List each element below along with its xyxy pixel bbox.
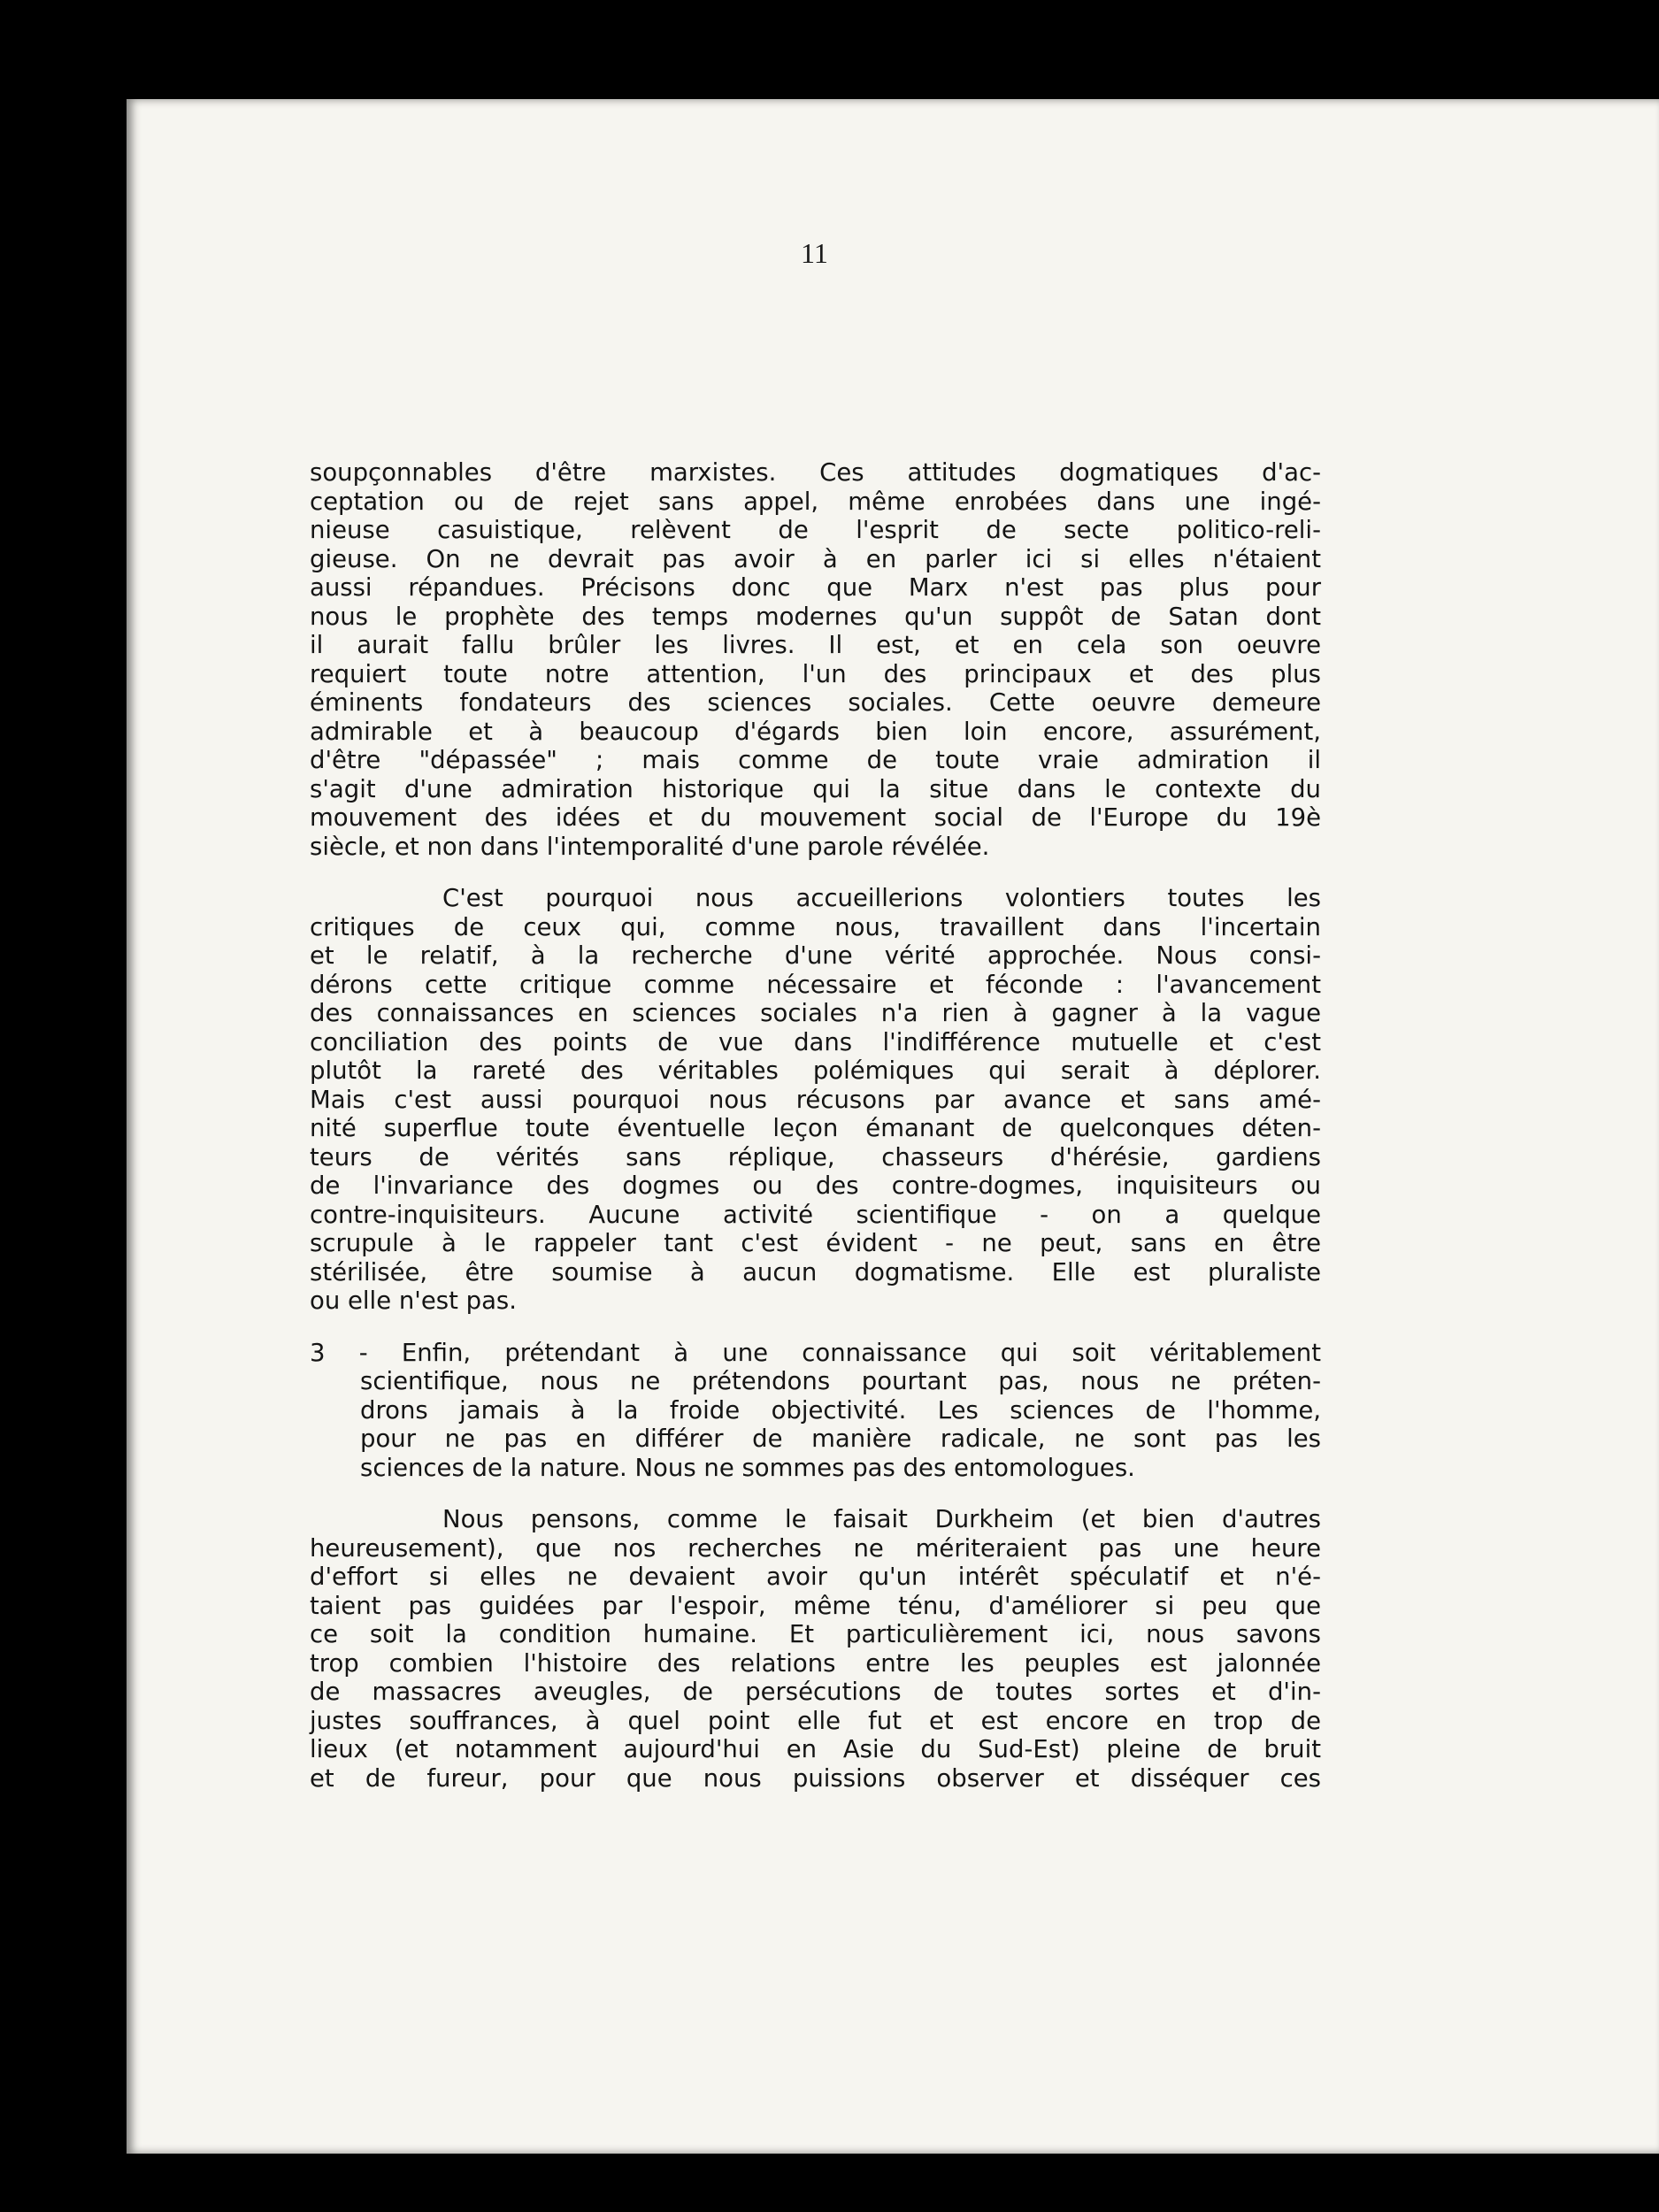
text-line: ce soit la condition humaine. Et particulièrement ici, nous savons bbox=[310, 1620, 1321, 1648]
item-number: 3 - bbox=[310, 1338, 402, 1367]
text-line: scrupule à le rappeler tant c'est évident - ne peut, sans en être bbox=[310, 1229, 1321, 1257]
text-line: contre-inquisiteurs. Aucune activité scientifique - on a quelque bbox=[310, 1200, 1321, 1229]
text-line bbox=[310, 1339, 1321, 1368]
text-line: lieux (et notamment aujourd'hui en Asie du Sud-Est) pleine de bruit bbox=[310, 1735, 1321, 1763]
text-line: Mais c'est aussi pourquoi nous récusons par avance et sans amé- bbox=[310, 1085, 1321, 1114]
text-line: plutôt la rareté des véritables polémiques qui serait à déplorer. bbox=[310, 1056, 1321, 1085]
text-line: taient pas guidées par l'espoir, même ténu, d'améliorer si peu que bbox=[310, 1591, 1321, 1620]
page-number: 11 bbox=[801, 237, 828, 269]
text-line: gieuse. On ne devrait pas avoir à en parler ici si elles n'étaient bbox=[310, 544, 1321, 573]
text-line: drons jamais à la froide objectivité. Les sciences de l'homme, bbox=[360, 1395, 1321, 1425]
text-line: dérons cette critique comme nécessaire et féconde : l'avancement bbox=[310, 970, 1321, 999]
text-line: de massacres aveugles, de persécutions de toutes sortes et d'in- bbox=[310, 1678, 1321, 1706]
text-line: requiert toute notre attention, l'un des principaux et des plus bbox=[310, 659, 1321, 688]
text-line: stérilisée, être soumise à aucun dogmatisme. Elle est pluraliste bbox=[310, 1257, 1321, 1286]
text-line: scientifique, nous ne prétendons pourtant pas, nous ne préten- bbox=[360, 1367, 1321, 1395]
paragraph-2 bbox=[310, 884, 1321, 1316]
text-line: et le relatif, à la recherche d'une vérité approchée. Nous consi- bbox=[310, 941, 1321, 970]
paragraph-4 bbox=[310, 1505, 1321, 1793]
text-line: critiques de ceux qui, comme nous, travaillent dans l'incertain bbox=[310, 912, 1321, 941]
paragraph-1 bbox=[310, 458, 1321, 861]
text-line: ceptation ou de rejet sans appel, même enrobées dans une ingé- bbox=[310, 487, 1321, 516]
text-line: des connaissances en sciences sociales n'a rien à gagner à la vague bbox=[310, 999, 1321, 1027]
text-line: pour ne pas en différer de manière radicale, ne sont pas les bbox=[360, 1425, 1321, 1453]
text-line: ou elle n'est pas. bbox=[310, 1286, 517, 1315]
text-line: trop combien l'histoire des relations entre les peuples est jalonnée bbox=[310, 1648, 1321, 1678]
text-line: de l'invariance des dogmes ou des contre-dogmes, inquisiteurs ou bbox=[310, 1171, 1321, 1200]
text-line: nous le prophète des temps modernes qu'un suppôt de Satan dont bbox=[310, 602, 1321, 631]
text-line: il aurait fallu brûler les livres. Il est, et en cela son oeuvre bbox=[310, 631, 1321, 659]
text-line: nité superflue toute éventuelle leçon émanant de quelconques déten- bbox=[310, 1114, 1321, 1142]
text-line: nieuse casuistique, relèvent de l'esprit de secte politico-reli- bbox=[310, 516, 1321, 544]
text-line: C'est pourquoi nous accueillerions volontiers toutes les bbox=[442, 884, 1321, 912]
text-line: admirable et à beaucoup d'égards bien loin encore, assurément, bbox=[310, 717, 1321, 746]
text-line-content: Enfin, prétendant à une connaissance qui soit véritablement bbox=[401, 1338, 1321, 1367]
text-line: éminents fondateurs des sciences sociales. Cette oeuvre demeure bbox=[310, 688, 1321, 717]
text-line: s'agit d'une admiration historique qui la situe dans le contexte du bbox=[310, 774, 1321, 803]
text-line: heureusement), que nos recherches ne mériteraient pas une heure bbox=[310, 1533, 1321, 1563]
text-line: et de fureur, pour que nous puissions observer et disséquer ces bbox=[310, 1763, 1321, 1793]
text-line: Nous pensons, comme le faisait Durkheim (et bien d'autres bbox=[442, 1505, 1321, 1533]
text-line: teurs de vérités sans réplique, chasseurs d'hérésie, gardiens bbox=[310, 1142, 1321, 1171]
text-line: d'être "dépassée" ; mais comme de toute vraie admiration il bbox=[310, 746, 1321, 774]
body-text bbox=[310, 458, 1321, 1816]
text-line: siècle, et non dans l'intemporalité d'une parole révélée. bbox=[310, 832, 990, 861]
text-line: aussi répandues. Précisons donc que Marx n'est pas plus pour bbox=[310, 573, 1321, 602]
text-line: sciences de la nature. Nous ne sommes pas des entomologues. bbox=[360, 1453, 1135, 1482]
text-line: mouvement des idées et du mouvement social de l'Europe du 19è bbox=[310, 803, 1321, 832]
text-line: soupçonnables d'être marxistes. Ces attitudes dogmatiques d'ac- bbox=[310, 458, 1321, 487]
numbered-item-3 bbox=[310, 1339, 1321, 1483]
text-line: justes souffrances, à quel point elle fut et est encore en trop de bbox=[310, 1706, 1321, 1735]
text-line: d'effort si elles ne devaient avoir qu'un intérêt spéculatif et n'é- bbox=[310, 1563, 1321, 1591]
text-line: conciliation des points de vue dans l'indifférence mutuelle et c'est bbox=[310, 1027, 1321, 1056]
